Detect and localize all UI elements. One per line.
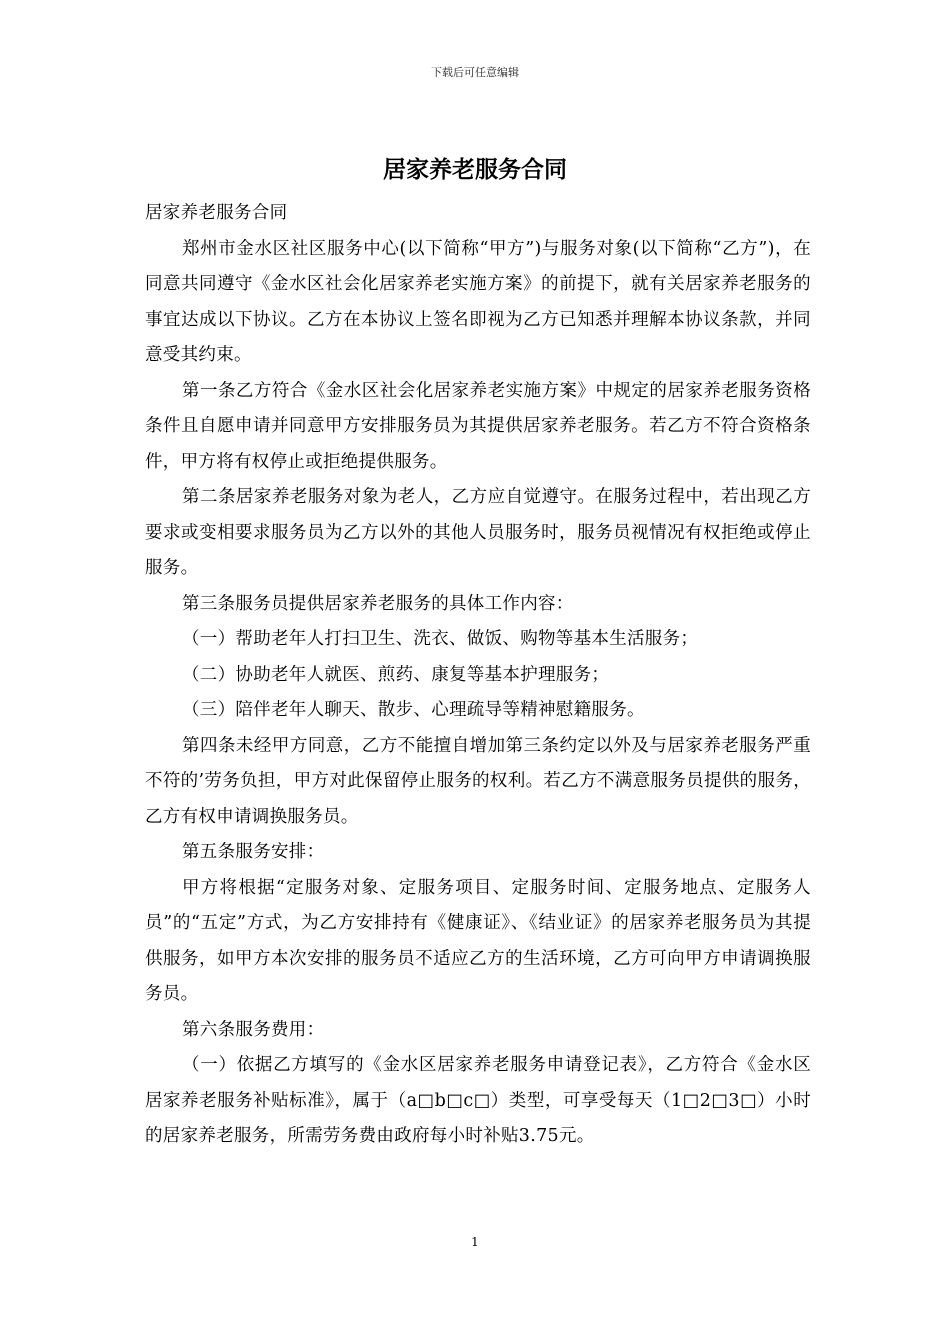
header-note: 下载后可任意编辑 xyxy=(431,66,519,79)
paragraph-item-1: （一）帮助老年人打扫卫生、洗衣、做饭、购物等基本生活服务； xyxy=(182,629,699,649)
paragraph-article-5: 第五条服务安排： xyxy=(182,842,325,862)
paragraph-fee-item-1: （一）依据乙方填写的《金水区居家养老服务申请登记表》，乙方符合《金水区居家养老服务补贴标准》，属于（a□b□c□）类型，可享受每天（1□2□3□）小时的居家养老服务，所需劳务费由政府每小时补贴3.75元。 xyxy=(145,1055,811,1146)
paragraph-item-3: （三）陪伴老年人聊天、散步、心理疏导等精神慰籍服务。 xyxy=(182,700,645,720)
paragraph-article-3: 第三条服务员提供居家养老服务的具体工作内容： xyxy=(182,593,574,614)
paragraph-article-6: 第六条服务费用： xyxy=(182,1019,325,1040)
paragraph-subtitle: 居家养老服务合同 xyxy=(145,203,288,223)
contract-body xyxy=(145,196,811,1155)
paragraph-service-arrangement: 甲方将根据“定服务对象、定服务项目、定服务时间、定服务地点、定服务人员”的“五定”方式，为乙方安排持有《健康证》、《结业证》的居家养老服务员为其提供服务，如甲方本次安排的服务员不适应乙方的生活环境，乙方可向甲方申请调换服务员。 xyxy=(145,877,811,1004)
paragraph-article-4: 第四条未经甲方同意，乙方不能擅自增加第三条约定以外及与居家养老服务严重不符的’劳务负担，甲方对此保留停止服务的权利。若乙方不满意服务员提供的服务，乙方有权申请调换服务员。 xyxy=(145,735,811,827)
page-number: 1 xyxy=(471,1235,479,1249)
paragraph-article-1: 第一条乙方符合《金水区社会化居家养老实施方案》中规定的居家养老服务资格条件且自愿申请并同意甲方安排服务员为其提供居家养老服务。若乙方不符合资格条件，甲方将有权停止或拒绝提供服务。 xyxy=(145,380,811,472)
paragraph-item-2: （二）协助老年人就医、煎药、康复等基本护理服务； xyxy=(182,664,610,685)
paragraph-preamble: 郑州市金水区社区服务中心(以下简称“甲方”)与服务对象(以下简称“乙方”)，在同意共同遵守《金水区社会化居家养老实施方案》的前提下，就有关居家养老服务的事宜达成以下协议。乙方在本协议上签名即视为乙方已知悉并理解本协议条款，并同意受其约束。 xyxy=(145,238,811,365)
document-title: 居家养老服务合同 xyxy=(383,157,567,183)
paragraph-article-2: 第二条居家养老服务对象为老人，乙方应自觉遵守。在服务过程中，若出现乙方要求或变相要求服务员为乙方以外的其他人员服务时，服务员视情况有权拒绝或停止服务。 xyxy=(145,487,811,578)
